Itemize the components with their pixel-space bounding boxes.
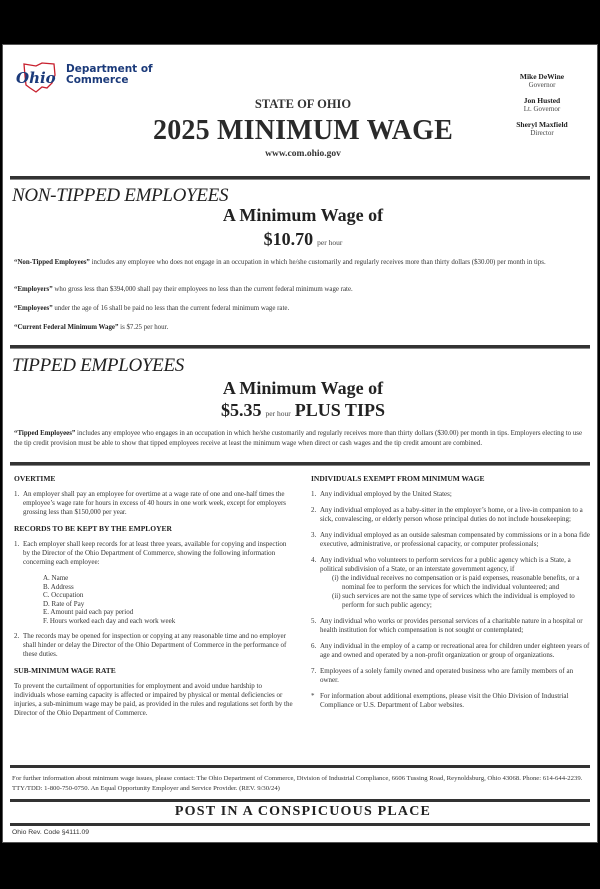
sublist-item: F. Hours worked each day and each work week [43, 616, 176, 625]
list-text: An employer shall pay an employee for overtime at a wage rate of one and one-half times the employee’s wage rate for hours in excess of 40 hours in one work week, except for employers grossing less than $150,000 per year. [23, 490, 286, 516]
overtime-list [14, 490, 294, 517]
list-item [311, 490, 591, 499]
list-text: Any individual who works or provides personal services of a charitable nature in a hospital or health institution for which compensation is not sought or contemplated; [320, 617, 583, 634]
list-item [311, 642, 591, 660]
list-item [311, 692, 591, 710]
definition-text: includes any employee who engages in an occupation in which he/she customarily and regularly receives more than thirty dollars ($30.00) per month in tips. Employers electing to use the tip credit provision must be able to show that tipped employees receive at least the minimum wage when direct or cash wages and the tip credit amount are combined. [14, 430, 583, 447]
list-item [14, 632, 294, 659]
section-divider [10, 462, 590, 466]
contact-info: For further information about minimum wage issues, please contact: The Ohio Department of Commerce, Division of Industrial Compliance, 6606 Tussing Road, Reynoldsburg, Ohio 43068. Phone: 614-644-2239. TTY/TDD: 1-800-750-0750. An Equal Opportunity Employer and Service Provider. (REV. 9/30/24) [12, 775, 583, 792]
official-name: Jon Husted [523, 96, 561, 105]
post-notice: POST IN A CONSPICUOUS PLACE [174, 804, 432, 819]
wage-label: A Minimum Wage of [222, 378, 384, 398]
sublist-item: A. Name [43, 574, 69, 582]
wage-amount: $5.35 [221, 400, 262, 420]
non-tipped-wage [3, 229, 600, 250]
department-name [66, 64, 153, 86]
section-divider [10, 799, 590, 802]
right-column [311, 474, 591, 717]
sublist-item: E. Amount paid each pay period [43, 608, 134, 616]
section-divider [10, 823, 590, 826]
sublist-item: C. Occupation [43, 591, 84, 599]
section-divider [10, 345, 590, 349]
definition-federal-wage [14, 323, 590, 333]
records-sublist [23, 574, 294, 625]
list-text: Any individual employed by the United States; [320, 490, 452, 498]
list-number: 1. [311, 490, 317, 498]
list-item [311, 506, 591, 524]
subminimum-heading: SUB-MINIMUM WAGE RATE [14, 666, 116, 675]
svg-text:Ohio: Ohio [16, 69, 56, 87]
list-number: * [311, 692, 315, 700]
left-column [14, 474, 294, 725]
official-title: Director [530, 129, 554, 137]
ohio-state-outline-icon [14, 61, 64, 95]
list-item [14, 490, 294, 517]
per-hour-label: per hour [265, 409, 291, 418]
wage-label: A Minimum Wage of [222, 205, 384, 225]
definition-text: under the age of 16 shall be paid no less than the current federal minimum wage rate. [52, 305, 290, 312]
list-number: 4. [311, 556, 317, 564]
exempt-heading: INDIVIDUALS EXEMPT FROM MINIMUM WAGE [311, 474, 485, 483]
sublist-item: B. Address [43, 582, 74, 591]
wage-amount: $10.70 [263, 229, 314, 249]
definition-term: “Current Federal Minimum Wage” [14, 324, 119, 331]
non-tipped-heading: NON-TIPPED EMPLOYEES [12, 185, 229, 206]
per-hour-label: per hour [317, 238, 343, 247]
list-text: Any individual who volunteers to perform services for a public agency which is a State, a political subdivision of a State, or an interstate government agency, if [320, 556, 571, 573]
tipped-wage [3, 400, 600, 421]
definition-text: includes any employee who does not engage in an occupation in which he/she customarily and regularly receives more than thirty dollars ($30.00) per month in tips. [89, 259, 546, 266]
list-number: 2. [14, 632, 20, 640]
logo-line-2: Commerce [66, 74, 129, 86]
list-item [311, 531, 591, 549]
logo-line-1: Department of [66, 63, 153, 75]
non-tipped-wage-label [3, 205, 600, 226]
state-label: STATE OF OHIO [254, 97, 352, 111]
list-item [311, 667, 591, 685]
definition-text: is $7.25 per hour. [118, 324, 169, 331]
list-number: 1. [14, 490, 20, 498]
section-divider [10, 765, 590, 768]
website-link[interactable]: www.com.ohio.gov [265, 149, 341, 159]
definition-term: “Employers” [14, 286, 53, 293]
definition-text: who gross less than $394,000 shall pay their employees no less than the current federal minimum wage rate. [52, 286, 353, 293]
tipped-heading: TIPPED EMPLOYEES [12, 355, 184, 376]
list-number: 7. [311, 667, 317, 675]
section-divider [10, 176, 590, 180]
plus-tips-label: PLUS TIPS [294, 400, 385, 420]
page-title: 2025 MINIMUM WAGE [153, 115, 453, 146]
minimum-wage-poster [2, 44, 598, 843]
tipped-wage-label [3, 378, 600, 399]
list-text: For information about additional exemptions, please visit the Ohio Division of Industrial Compliance or U.S. Department of Labor websites. [320, 692, 569, 709]
list-number: 3. [311, 531, 317, 539]
exempt-list [311, 490, 591, 710]
list-text: Each employer shall keep records for at least three years, available for copying and inspection by the Director of the Ohio Department of Commerce, showing the following information concerning each employee: [23, 540, 287, 566]
official-name: Mike DeWine [519, 72, 565, 81]
sublist-item: D. Rate of Pay [43, 599, 85, 608]
official-name: Sheryl Maxfield [516, 120, 568, 129]
definition-term: “Tipped Employees” [14, 430, 76, 437]
list-number: 5. [311, 617, 317, 625]
definition-term: “Non-Tipped Employees” [14, 259, 90, 266]
official-governor [497, 72, 587, 89]
definition-employees [14, 304, 590, 314]
list-item [311, 617, 591, 635]
ohio-commerce-logo [14, 61, 154, 95]
list-item [14, 540, 294, 625]
definition-tipped [14, 429, 590, 448]
list-number: 2. [311, 506, 317, 514]
list-text: Any individual employed as an outside salesman compensated by commissions or in a bona fide executive, administrative, or professional capacity, or computer professionals; [320, 531, 590, 548]
overtime-heading: OVERTIME [14, 474, 56, 483]
records-list [14, 540, 294, 659]
list-number: 1. [14, 540, 20, 548]
list-text: Employees of a solely family owned and operated business who are family members of an owner. [320, 667, 574, 684]
definition-term: “Employees” [14, 305, 53, 312]
list-item [311, 556, 591, 610]
sublist-item: (ii) such services are not the same type of services which the individual is employed to perform for such public agency; [332, 592, 575, 609]
sublist-item: (i) the individual receives no compensation or is paid expenses, reasonable benefits, or a nominal fee to perform the services for which the individual volunteered; and [332, 574, 580, 591]
revised-code: Ohio Rev. Code §4111.09 [12, 829, 90, 836]
official-title: Lt. Governor [523, 105, 561, 113]
definition-non-tipped [14, 258, 590, 268]
list-number: 6. [311, 642, 317, 650]
subminimum-text: To prevent the curtailment of opportunities for employment and avoid undue hardship to individuals whose earning capacity is affected or impaired by physical or mental deficiencies or injuries, a sub-minimum wage may be paid, as provided in the rules and regulations set forth by the Director of the Ohio Department of Commerce. [14, 682, 293, 717]
official-title: Governor [528, 81, 556, 89]
list-text: The records may be opened for inspection or copying at any reasonable time and no employer shall hinder or delay the Director of the Ohio Department of Commerce in the performance of these duties. [23, 632, 287, 658]
records-heading: RECORDS TO BE KEPT BY THE EMPLOYER [14, 524, 172, 533]
list-text: Any individual in the employ of a camp or recreational area for children under eighteen years of age and owned and operated by a non-profit organization or group of organizations. [320, 642, 590, 659]
definition-employers [14, 285, 590, 295]
list-text: Any individual employed as a baby-sitter in the employer’s home, or a live-in companion to a sick, convalescing, or elderly person whose principal duties do not include housekeeping; [320, 506, 583, 523]
